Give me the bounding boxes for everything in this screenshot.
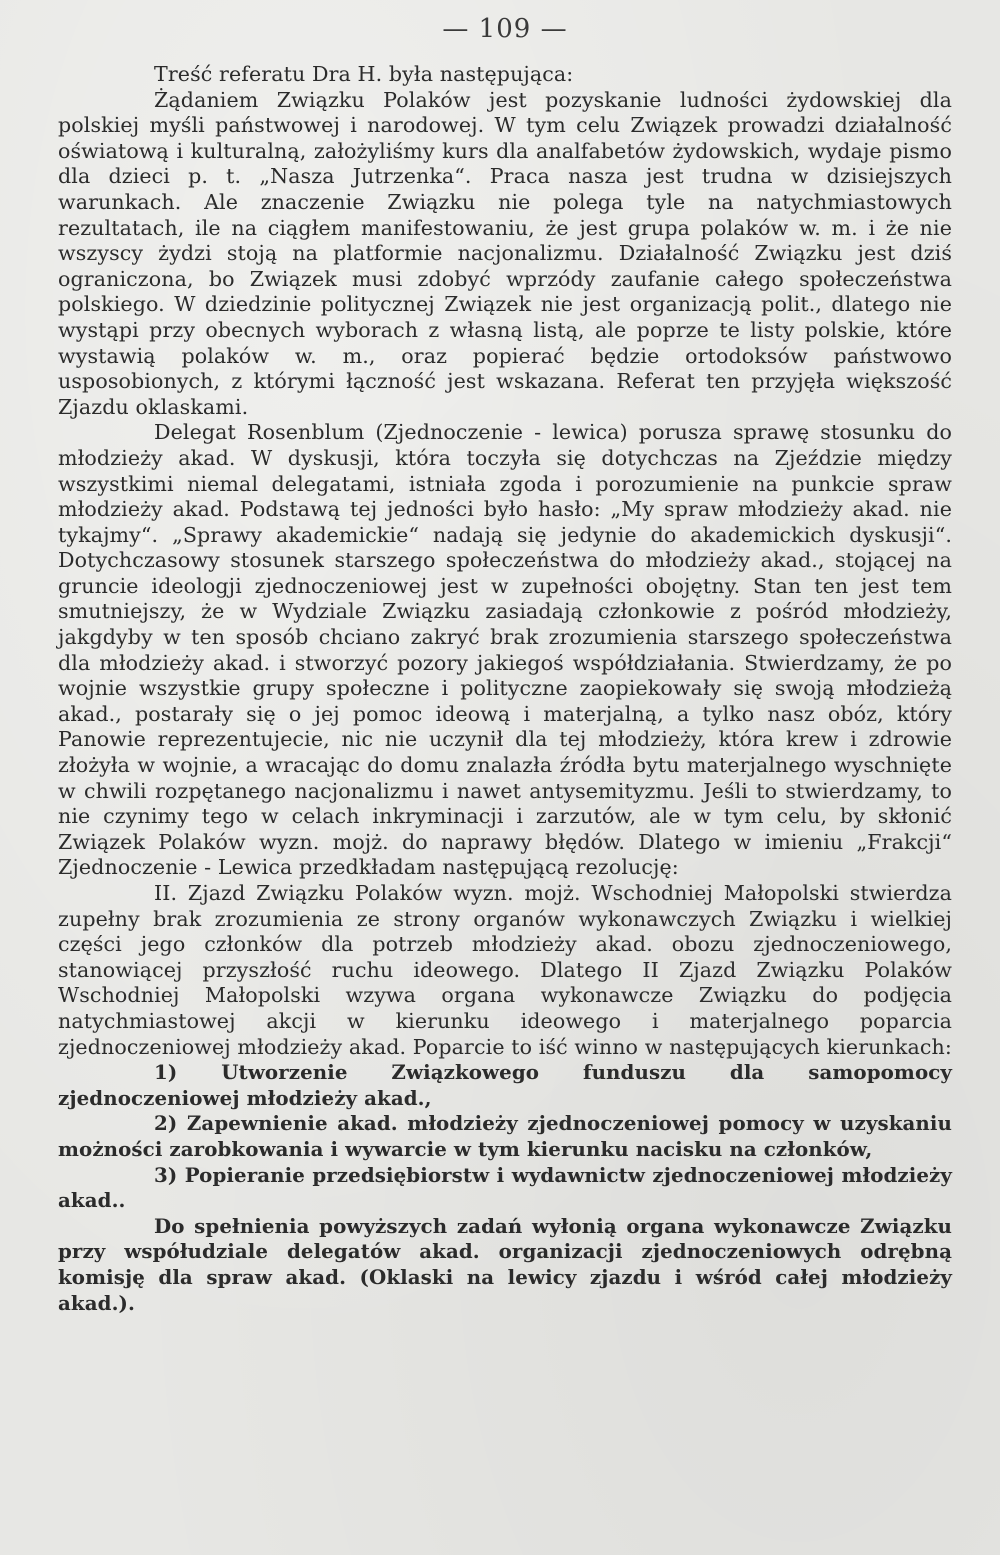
paragraph-rosenblum: Delegat Rosenblum (Zjednoczenie - lewica) porusza sprawę stosunku do młodzieży akad. W dyskusji, która toczyła się dotychczas na Zjeździe między wszystkimi niemal delegatami, istniała zgoda i porozumienie na punkcie spraw młodzieży akad. Podstawą tej jedności było hasło: „My spraw młodzieży akad. nie tykajmy“. „Sprawy akademickie“ nadają się jedynie do akademickich dyskusji“. Dotychczasowy stosunek starszego społeczeństwa do młodzieży akad., stojącej na gruncie ideologji zjednoczeniowej jest w zupełności obojętny. Stan ten jest tem smutniejszy, że w Wydziale Związku zasiadają członkowie z pośród młodzieży, jakgdyby w ten sposób chciano zakryć brak zrozumienia starszego społeczeństwa dla młodzieży akad. i stworzyć pozory jakiegoś współdziałania. Stwierdzamy, że po wojnie wszystkie grupy społeczne i polityczne zaopiekowały się swoją młodzieżą akad., postarały się o jej pomoc ideową i materjalną, a tylko nasz obóz, który Panowie reprezentujecie, nic nie uczynił dla tej młodzieży, która krew i zdrowie złożyła w wojnie, a wracając do domu znalazła źródła bytu materjalnego wyschnięte w chwili rozpętanego nacjonalizmu i nawet antysemityzmu. Jeśli to stwierdzamy, to nie czynimy tego w celach inkryminacji i zarzutów, ale w tym celu, by skłonić Związek Polaków wyzn. mojż. do naprawy błędów. Dlatego w imieniu „Frakcji“ Zjednoczenie - Lewica przedkładam następującą rezolucję: (58, 420, 952, 880)
paragraph-intro: Treść referatu Dra H. była następująca: (154, 62, 574, 86)
paragraph-resolution: II. Zjazd Związku Polaków wyzn. mojż. Wschodniej Małopolski stwierdza zupełny brak zrozumienia ze strony organów wykonawczych Związku i wielkiej części jego członków dla potrzeb młodzieży akad. obozu zjednoczeniowego, stanowiącej przyszłość ruchu ideowego. Dlatego II Zjazd Związku Polaków Wschodniej Małopolski wzywa organa wykonawcze Związku do podjęcia natychmiastowej akcji w kierunku ideowego i materjalnego poparcia zjednoczeniowej młodzieży akad. Poparcie to iść winno w następujących kierunkach: (58, 881, 952, 1059)
resolution-point-3: 3) Popieranie przedsiębiorstw i wydawnictw zjednoczeniowej młodzieży akad.. (58, 1162, 952, 1213)
paragraph-referat: Żądaniem Związku Polaków jest pozyskanie ludności żydowskiej dla polskiej myśli państwowej i narodowej. W tym celu Związek prowadzi działalność oświatową i kulturalną, założyliśmy kurs dla analfabetów żydowskich, wydaje pismo dla dzieci p. t. „Nasza Jutrzenka“. Praca nasza jest trudna w dzisiejszych warunkach. Ale znaczenie Związku nie polega tyle na natychmiastowych rezultatach, ile na ciągłem manifestowaniu, że jest grupa polaków w. m. i że nie wszyscy żydzi stoją na platformie nacjonalizmu. Działalność Związku jest dziś ograniczona, bo Związek musi zdobyć wprzódy zaufanie całego społeczeństwa polskiego. W dziedzinie politycznej Związek nie jest organizacją polit., dlatego nie wystąpi przy obecnych wyborach z własną listą, ale poprze te listy polskie, które wystawią polaków w. m., oraz popierać będzie ortodoksów państwowo usposobionych, z którymi łączność jest wskazana. Referat ten przyjęła większość Zjazdu oklaskami. (58, 87, 952, 419)
resolution-point-2: 2) Zapewnienie akad. młodzieży zjednoczeniowej pomocy w uzyskaniu możności zarobkowania i wywarcie w tym kierunku nacisku na członków, (58, 1111, 952, 1161)
page-number: — 109 — (442, 14, 568, 44)
paragraph-closing: Do spełnienia powyższych zadań wyłonią organa wykonawcze Związku przy współudziale delegatów akad. organizacji zjednoczeniowych odrębną komisję dla spraw akad. (Oklaski na lewicy zjazdu i wśród całej młodzieży akad.). (58, 1213, 952, 1315)
resolution-point-1: 1) Utworzenie Związkowego funduszu dla samopomocy zjednoczeniowej młodzieży akad., (58, 1060, 952, 1110)
body-text (58, 62, 952, 1316)
